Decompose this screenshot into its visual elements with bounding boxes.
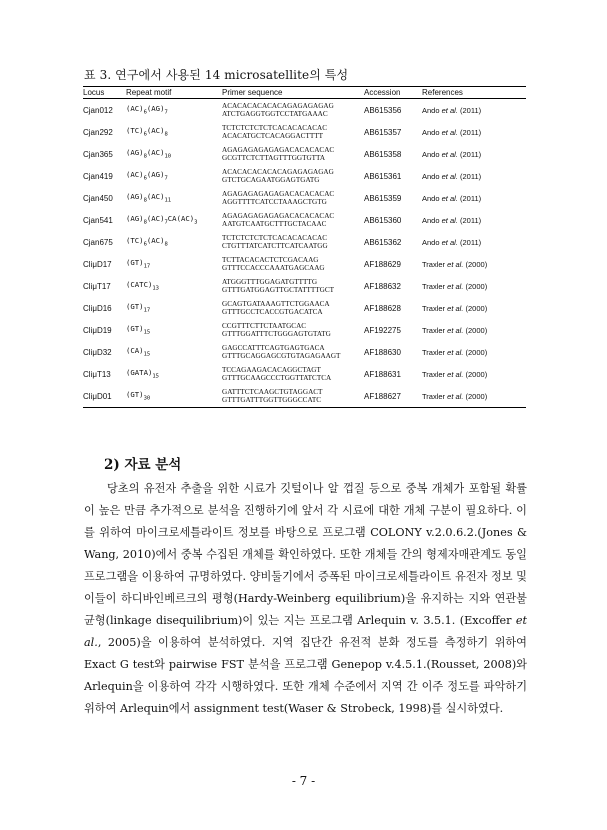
primer-reverse: AGGTTTTCATCCTAAAGCTGTG bbox=[222, 198, 327, 206]
ref-author: Traxler bbox=[422, 259, 446, 269]
primer-reverse: GTCTGCAGAATGGAGTGATG bbox=[222, 176, 320, 184]
primer-forward: AGAGAGAGAGAGACACACACAC bbox=[222, 212, 335, 220]
cell-primer-sequence bbox=[222, 121, 364, 143]
ref-etal: et al. bbox=[447, 391, 464, 401]
primer-forward: TCTCTCTCTCTCACACACACAC bbox=[222, 234, 328, 242]
ref-author: Traxler bbox=[422, 369, 446, 379]
cell-locus: CliμD16 bbox=[83, 303, 112, 313]
table-row bbox=[83, 385, 526, 408]
ref-year: (2000) bbox=[465, 281, 488, 291]
cell-primer-sequence bbox=[222, 253, 364, 275]
table-row bbox=[83, 187, 526, 209]
cell-repeat-motif: $(GT)_{17}$ bbox=[126, 258, 151, 270]
cell-reference bbox=[422, 385, 526, 408]
cell-repeat-motif: $(GT)_{17}$ bbox=[126, 302, 151, 314]
primer-forward: ACACACACACACAGAGAGAGAG bbox=[222, 168, 334, 176]
primer-reverse: GTTTGCAGGAGCGTGTAGAGAAGT bbox=[222, 352, 341, 360]
cell-locus: CliμD19 bbox=[83, 325, 112, 335]
table-row bbox=[83, 165, 526, 187]
cell-accession: AF188632 bbox=[364, 281, 401, 291]
ref-year: (2011) bbox=[459, 127, 482, 137]
ref-year: (2000) bbox=[465, 369, 488, 379]
page-number: - 7 - bbox=[291, 774, 316, 788]
cell-locus: CliμD01 bbox=[83, 391, 112, 401]
primer-reverse: GTTTGATGGAGTTGCTATTTTGCT bbox=[222, 286, 335, 294]
cell-reference bbox=[422, 165, 526, 187]
ref-author: Ando bbox=[422, 215, 440, 225]
ref-etal: et al. bbox=[441, 149, 458, 159]
cell-repeat-motif: $(AG)_8(AC)_{11}$ bbox=[126, 192, 172, 204]
ref-etal: et al. bbox=[441, 237, 458, 247]
ref-year: (2000) bbox=[465, 303, 488, 313]
table-row bbox=[83, 363, 526, 385]
primer-forward: ACACACACACACAGAGAGAGAG bbox=[222, 102, 334, 110]
cell-reference bbox=[422, 143, 526, 165]
cell-reference bbox=[422, 99, 526, 122]
cell-reference bbox=[422, 231, 526, 253]
body-paragraph bbox=[84, 478, 527, 720]
header-accession: Accession bbox=[364, 88, 401, 97]
section-heading: 2) 자료 분석 bbox=[104, 457, 182, 473]
primer-reverse: GCGTTCTCTTAGTTTGGTGTTA bbox=[222, 154, 326, 162]
cell-reference bbox=[422, 209, 526, 231]
ref-year: (2000) bbox=[465, 347, 488, 357]
primer-forward: CCGTTTCTTCTAATGCAC bbox=[222, 322, 307, 330]
cell-accession: AB615356 bbox=[364, 105, 402, 115]
ref-etal: et al. bbox=[441, 215, 458, 225]
table-row bbox=[83, 121, 526, 143]
cell-primer-sequence bbox=[222, 187, 364, 209]
cell-repeat-motif: $(GT)_{30}$ bbox=[126, 390, 151, 402]
primer-forward: GAGCCATTTCAGTGAGTGACA bbox=[222, 344, 325, 352]
cell-reference bbox=[422, 297, 526, 319]
cell-repeat-motif: $(AG)_8(AC)_7CA(AC)_3$ bbox=[126, 214, 198, 226]
cell-primer-sequence bbox=[222, 385, 364, 408]
primer-reverse: GTTTGATTTGGTTGGGCCATC bbox=[222, 396, 322, 404]
cell-accession: AF188631 bbox=[364, 369, 401, 379]
primer-forward: TCTCTCTCTCTCACACACACAC bbox=[222, 124, 328, 132]
cell-locus: Cjan292 bbox=[83, 127, 113, 137]
primer-forward: TCTTACACACTCTCGACAAG bbox=[222, 256, 319, 264]
paragraph-text-part2: , 2005)을 이용하여 분석하였다. 지역 집단간 유전적 분화 정도를 측정하기 위하여 Exact G test와 pairwise FST 분석을 프로그램 Genepop v.4.5.1.(Rousset, 2008)와 Arlequin을 이용하여 각각 시행하였다. 또한 개체 수준에서 지역 간 이주 정도를 파악하기 위하여 Arlequin에서 assignment test(Waser & Strobeck, 1998)를 실시하였다. bbox=[84, 636, 527, 715]
paragraph-text-etal: et al. bbox=[84, 614, 527, 649]
primer-forward: ATGGGTTTGGAGATGTTTTG bbox=[222, 278, 318, 286]
ref-author: Traxler bbox=[422, 391, 446, 401]
cell-reference bbox=[422, 275, 526, 297]
ref-author: Ando bbox=[422, 171, 440, 181]
ref-etal: et al. bbox=[447, 303, 464, 313]
cell-reference bbox=[422, 187, 526, 209]
cell-locus: CliμT13 bbox=[83, 369, 111, 379]
cell-locus: Cjan365 bbox=[83, 149, 113, 159]
cell-locus: CliμT17 bbox=[83, 281, 111, 291]
cell-repeat-motif: $(AC)_6(AG)_7$ bbox=[126, 104, 168, 116]
primer-reverse: CTGTTTATCATCTTCATCAATGG bbox=[222, 242, 328, 250]
ref-etal: et al. bbox=[447, 369, 464, 379]
header-repeat-motif: Repeat motif bbox=[126, 88, 172, 97]
primer-reverse: ATCTGAGGTGGTCCTATGAAAC bbox=[222, 110, 328, 118]
cell-accession: AB615359 bbox=[364, 193, 402, 203]
ref-author: Ando bbox=[422, 105, 440, 115]
cell-primer-sequence bbox=[222, 341, 364, 363]
cell-primer-sequence bbox=[222, 99, 364, 122]
primer-forward: GCAGTGATAAAGTTCTGGAACA bbox=[222, 300, 330, 308]
table-row bbox=[83, 143, 526, 165]
ref-year: (2011) bbox=[459, 237, 482, 247]
header-references: References bbox=[422, 88, 463, 97]
table-row bbox=[83, 319, 526, 341]
table-row bbox=[83, 341, 526, 363]
ref-etal: et al. bbox=[447, 281, 464, 291]
cell-primer-sequence bbox=[222, 319, 364, 341]
cell-accession: AB615361 bbox=[364, 171, 402, 181]
ref-author: Ando bbox=[422, 127, 440, 137]
cell-accession: AF188628 bbox=[364, 303, 401, 313]
table-row bbox=[83, 253, 526, 275]
microsatellite-table bbox=[83, 86, 526, 408]
cell-repeat-motif: $(TC)_6(AC)_8$ bbox=[126, 236, 168, 248]
table-row bbox=[83, 275, 526, 297]
cell-repeat-motif: $(GATA)_{15}$ bbox=[126, 368, 159, 380]
body-text bbox=[84, 478, 527, 720]
ref-etal: et al. bbox=[441, 105, 458, 115]
cell-repeat-motif: $(CATC)_{13}$ bbox=[126, 280, 159, 292]
cell-accession: AF188629 bbox=[364, 259, 401, 269]
cell-accession: AB615357 bbox=[364, 127, 402, 137]
primer-forward: GATTTCTCAAGCTGTAGGACT bbox=[222, 388, 323, 396]
ref-etal: et al. bbox=[441, 193, 458, 203]
table-header-row bbox=[83, 87, 526, 99]
cell-reference bbox=[422, 253, 526, 275]
cell-accession: AF188627 bbox=[364, 391, 401, 401]
ref-etal: et al. bbox=[441, 171, 458, 181]
ref-author: Traxler bbox=[422, 303, 446, 313]
ref-year: (2000) bbox=[465, 325, 488, 335]
primer-reverse: GTTTGGATTTCTGGGAGTGTATG bbox=[222, 330, 331, 338]
cell-accession: AF192275 bbox=[364, 325, 401, 335]
cell-reference bbox=[422, 363, 526, 385]
table-caption: 표 3. 연구에서 사용된 14 microsatellite의 특성 bbox=[84, 68, 349, 82]
ref-author: Ando bbox=[422, 193, 440, 203]
ref-author: Traxler bbox=[422, 325, 446, 335]
ref-etal: et al. bbox=[441, 127, 458, 137]
cell-locus: CliμD32 bbox=[83, 347, 112, 357]
ref-year: (2000) bbox=[465, 259, 488, 269]
cell-accession: AB615358 bbox=[364, 149, 402, 159]
cell-repeat-motif: $(GT)_{15}$ bbox=[126, 324, 151, 336]
ref-year: (2011) bbox=[459, 215, 482, 225]
cell-locus: CliμD17 bbox=[83, 259, 112, 269]
cell-primer-sequence bbox=[222, 209, 364, 231]
table-row bbox=[83, 231, 526, 253]
cell-locus: Cjan450 bbox=[83, 193, 113, 203]
ref-author: Traxler bbox=[422, 281, 446, 291]
header-locus: Locus bbox=[83, 88, 105, 97]
table-row bbox=[83, 209, 526, 231]
ref-author: Ando bbox=[422, 149, 440, 159]
cell-locus: Cjan419 bbox=[83, 171, 113, 181]
ref-year: (2011) bbox=[459, 105, 482, 115]
ref-author: Ando bbox=[422, 237, 440, 247]
cell-accession: AB615362 bbox=[364, 237, 402, 247]
cell-primer-sequence bbox=[222, 275, 364, 297]
ref-year: (2011) bbox=[459, 149, 482, 159]
cell-primer-sequence bbox=[222, 363, 364, 385]
cell-repeat-motif: $(CA)_{15}$ bbox=[126, 346, 151, 358]
primer-reverse: AATGTCAATGCTTTGCTACAAC bbox=[222, 220, 327, 228]
ref-etal: et al. bbox=[447, 347, 464, 357]
table-row bbox=[83, 99, 526, 122]
primer-reverse: GTTTCCACCCAAATGAGCAAG bbox=[222, 264, 325, 272]
cell-reference bbox=[422, 319, 526, 341]
cell-primer-sequence bbox=[222, 165, 364, 187]
cell-repeat-motif: $(AC)_6(AG)_7$ bbox=[126, 170, 168, 182]
ref-etal: et al. bbox=[447, 325, 464, 335]
cell-accession: AB615360 bbox=[364, 215, 402, 225]
cell-primer-sequence bbox=[222, 297, 364, 319]
primer-forward: AGAGAGAGAGAGACACACACAC bbox=[222, 190, 335, 198]
header-primer-sequence: Primer sequence bbox=[222, 87, 283, 97]
cell-reference bbox=[422, 121, 526, 143]
primer-reverse: GTTTGCAAGCCCTGGTTATCTCA bbox=[222, 374, 332, 382]
primer-forward: TCCAGAAGACACAGGCTAGT bbox=[222, 366, 321, 374]
ref-year: (2011) bbox=[459, 193, 482, 203]
primer-forward: AGAGAGAGAGAGACACACACAC bbox=[222, 146, 335, 154]
paragraph-text-part1: 당초의 유전자 추출을 위한 시료가 깃털이나 알 껍질 등으로 중복 개체가 포함될 확률이 높은 만큼 추가적으로 분석을 진행하기에 앞서 각 시료에 대한 개체 구분이 필요하다. 이를 위하여 마이크로세틀라이트 정보를 바탕으로 프로그램 COLONY v.2.0.6.2.(Jones & Wang, 2010)에서 중복 수집된 개체를 확인하였다. 또한 개체들 간의 형제자매관계도 동일 프로그램을 이용하여 규명하였다. 양비둘기에서 증폭된 마이크로세틀라이트 유전자 정보 및 이들이 하디바인베르크의 평형(Hardy-Weinberg equilibrium)을 유지하는 지와 연관불균형(linkage disequilibrium)이 있는 지는 프로그램 Arlequin v. 3.5.1. (Excoffer bbox=[84, 482, 527, 627]
cell-primer-sequence bbox=[222, 143, 364, 165]
cell-primer-sequence bbox=[222, 231, 364, 253]
cell-reference bbox=[422, 341, 526, 363]
cell-repeat-motif: $(AG)_8(AC)_{10}$ bbox=[126, 148, 172, 160]
cell-accession: AF188630 bbox=[364, 347, 401, 357]
primer-reverse: GTTTGCCTCACCGTGACATCA bbox=[222, 308, 323, 316]
ref-year: (2011) bbox=[459, 171, 482, 181]
cell-locus: Cjan012 bbox=[83, 105, 113, 115]
table-row bbox=[83, 297, 526, 319]
ref-year: (2000) bbox=[465, 391, 488, 401]
cell-locus: Cjan541 bbox=[83, 215, 113, 225]
ref-author: Traxler bbox=[422, 347, 446, 357]
cell-repeat-motif: $(TC)_6(AC)_8$ bbox=[126, 126, 168, 138]
cell-locus: Cjan675 bbox=[83, 237, 113, 247]
primer-reverse: ACACATGCTCACAGGACTTTT bbox=[222, 132, 324, 140]
ref-etal: et al. bbox=[447, 259, 464, 269]
